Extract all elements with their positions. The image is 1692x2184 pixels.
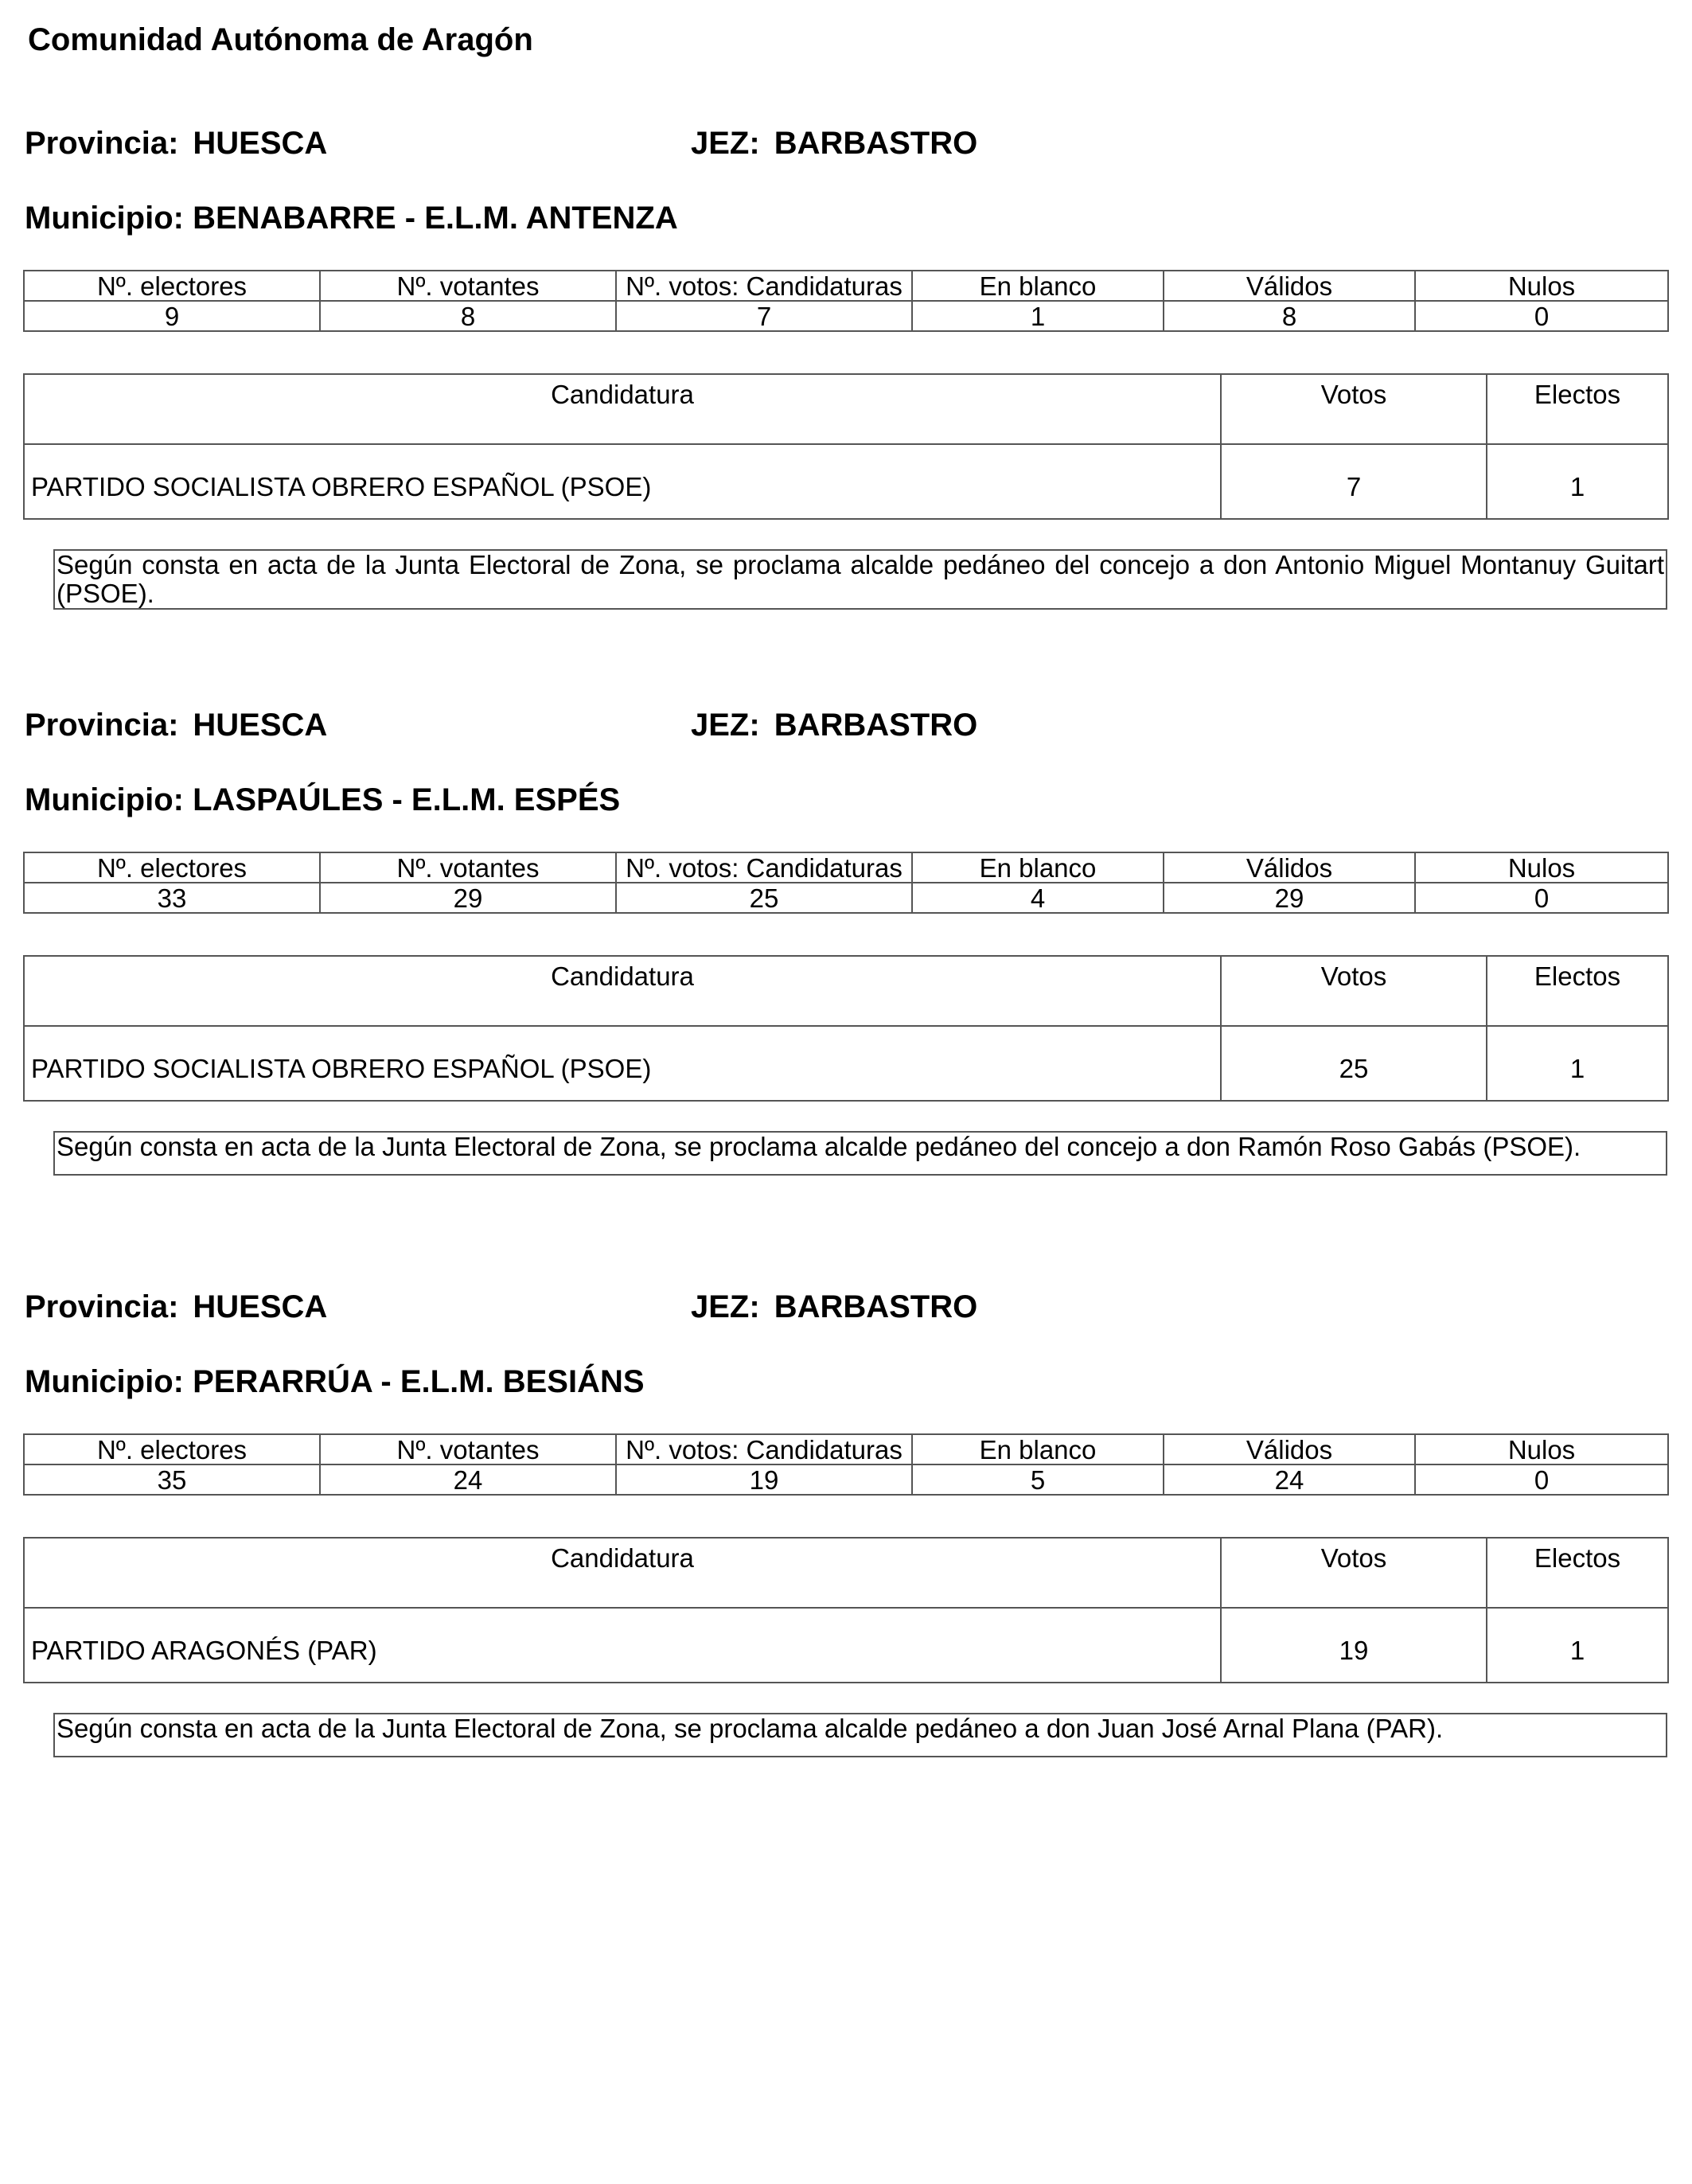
stats-value-cell: 0 — [1415, 883, 1668, 913]
stats-value-cell: 24 — [320, 1464, 616, 1495]
candidatura-votos: 7 — [1221, 444, 1487, 519]
stats-value-cell: 4 — [912, 883, 1164, 913]
candidatura-table — [23, 373, 1669, 520]
candidatura-votos: 25 — [1221, 1026, 1487, 1101]
candidatura-row — [24, 444, 1668, 519]
provincia-heading — [25, 126, 327, 162]
stats-header-cell: Nulos — [1415, 1434, 1668, 1464]
candidatura-header-row — [24, 1538, 1668, 1608]
candidatura-header: Candidatura — [24, 1538, 1221, 1608]
candidatura-electos: 1 — [1487, 1026, 1668, 1101]
stats-header-cell: Nº. votantes — [320, 271, 616, 301]
stats-value-cell: 25 — [616, 883, 912, 913]
proclamation-text-line1: Según consta en acta de la Junta Electoral de Zona, se proclama alcalde pedáneo del concejo a don Ramón Roso Gabás (PSOE). — [57, 1132, 1581, 1161]
stats-header-cell: En blanco — [912, 852, 1164, 883]
municipio-heading — [25, 782, 620, 818]
candidatura-header-row — [24, 374, 1668, 444]
stats-value-cell: 7 — [616, 301, 912, 331]
stats-table — [23, 852, 1669, 914]
municipio-label: Municipio: — [25, 782, 184, 817]
provincia-value: HUESCA — [193, 1289, 328, 1324]
stats-value-row — [24, 883, 1668, 913]
stats-header-cell: En blanco — [912, 1434, 1164, 1464]
jez-heading — [691, 708, 977, 743]
stats-header-row — [24, 852, 1668, 883]
jez-value: BARBASTRO — [774, 708, 978, 743]
stats-header-cell: En blanco — [912, 271, 1164, 301]
stats-header-cell: Válidos — [1164, 1434, 1415, 1464]
candidatura-name: PARTIDO SOCIALISTA OBRERO ESPAÑOL (PSOE) — [24, 1026, 1221, 1101]
municipio-heading — [25, 1364, 645, 1400]
stats-value-cell: 24 — [1164, 1464, 1415, 1495]
electos-header: Electos — [1487, 956, 1668, 1026]
stats-value-cell: 0 — [1415, 1464, 1668, 1495]
stats-value-cell: 1 — [912, 301, 1164, 331]
provincia-heading — [25, 708, 327, 743]
provincia-heading — [25, 1289, 327, 1325]
jez-label: JEZ: — [691, 126, 760, 161]
stats-header-cell: Válidos — [1164, 271, 1415, 301]
proclamation-text-line1: Según consta en acta de la Junta Electoral de Zona, se proclama alcalde pedáneo a don Juan José Arnal Plana (PAR). — [57, 1714, 1444, 1743]
municipality-block — [0, 1164, 1692, 1745]
stats-header-cell: Nº. votantes — [320, 1434, 616, 1464]
stats-value-cell: 5 — [912, 1464, 1164, 1495]
electos-header: Electos — [1487, 374, 1668, 444]
municipio-heading — [25, 201, 678, 236]
municipality-block — [0, 582, 1692, 1163]
proclamation-note — [53, 1713, 1667, 1757]
municipality-block — [0, 0, 1692, 608]
stats-value-cell: 29 — [1164, 883, 1415, 913]
stats-table — [23, 1433, 1669, 1496]
provincia-label: Provincia: — [25, 708, 179, 743]
votos-header: Votos — [1221, 956, 1487, 1026]
provincia-label: Provincia: — [25, 1289, 179, 1324]
stats-header-row — [24, 1434, 1668, 1464]
stats-value-cell: 9 — [24, 301, 320, 331]
stats-header-cell: Nº. electores — [24, 852, 320, 883]
stats-value-cell: 8 — [1164, 301, 1415, 331]
stats-value-cell: 29 — [320, 883, 616, 913]
candidatura-electos: 1 — [1487, 444, 1668, 519]
jez-label: JEZ: — [691, 708, 760, 743]
region-title: Comunidad Autónoma de Aragón — [28, 22, 533, 57]
votos-header: Votos — [1221, 1538, 1487, 1608]
provincia-value: HUESCA — [193, 126, 328, 161]
municipio-value: LASPAÚLES - E.L.M. ESPÉS — [193, 782, 621, 817]
candidatura-row — [24, 1026, 1668, 1101]
municipio-value: PERARRÚA - E.L.M. BESIÁNS — [193, 1364, 645, 1399]
stats-header-cell: Válidos — [1164, 852, 1415, 883]
stats-header-cell: Nº. votos: Candidaturas — [616, 271, 912, 301]
stats-value-cell: 33 — [24, 883, 320, 913]
stats-header-cell: Nº. votantes — [320, 852, 616, 883]
candidatura-table — [23, 1537, 1669, 1683]
stats-value-cell: 0 — [1415, 301, 1668, 331]
municipio-value: BENABARRE - E.L.M. ANTENZA — [193, 201, 678, 236]
candidatura-row — [24, 1608, 1668, 1683]
candidatura-header-row — [24, 956, 1668, 1026]
candidatura-votos: 19 — [1221, 1608, 1487, 1683]
stats-value-cell: 19 — [616, 1464, 912, 1495]
stats-header-cell: Nº. votos: Candidaturas — [616, 852, 912, 883]
stats-header-cell: Nulos — [1415, 852, 1668, 883]
votos-header: Votos — [1221, 374, 1487, 444]
proclamation-text-line1: Según consta en acta de la Junta Electoral de Zona, se proclama alcalde pedáneo del concejo a don Antonio Miguel Montanuy Guitart — [57, 550, 1664, 579]
jez-heading — [691, 126, 977, 162]
candidatura-name: PARTIDO SOCIALISTA OBRERO ESPAÑOL (PSOE) — [24, 444, 1221, 519]
provincia-value: HUESCA — [193, 708, 328, 743]
candidatura-table — [23, 955, 1669, 1102]
jez-heading — [691, 1289, 977, 1325]
candidatura-header: Candidatura — [24, 374, 1221, 444]
municipio-label: Municipio: — [25, 201, 184, 236]
jez-value: BARBASTRO — [774, 126, 978, 161]
jez-value: BARBASTRO — [774, 1289, 978, 1324]
municipio-label: Municipio: — [25, 1364, 184, 1399]
provincia-label: Provincia: — [25, 126, 179, 161]
stats-header-cell: Nulos — [1415, 271, 1668, 301]
candidatura-name: PARTIDO ARAGONÉS (PAR) — [24, 1608, 1221, 1683]
candidatura-header: Candidatura — [24, 956, 1221, 1026]
stats-value-cell: 35 — [24, 1464, 320, 1495]
stats-header-cell: Nº. votos: Candidaturas — [616, 1434, 912, 1464]
candidatura-electos: 1 — [1487, 1608, 1668, 1683]
jez-label: JEZ: — [691, 1289, 760, 1324]
stats-table — [23, 270, 1669, 332]
proclamation-text-line2: (PSOE). — [57, 579, 154, 608]
stats-header-row — [24, 271, 1668, 301]
stats-value-row — [24, 1464, 1668, 1495]
stats-header-cell: Nº. electores — [24, 271, 320, 301]
stats-value-row — [24, 301, 1668, 331]
stats-value-cell: 8 — [320, 301, 616, 331]
electos-header: Electos — [1487, 1538, 1668, 1608]
stats-header-cell: Nº. electores — [24, 1434, 320, 1464]
